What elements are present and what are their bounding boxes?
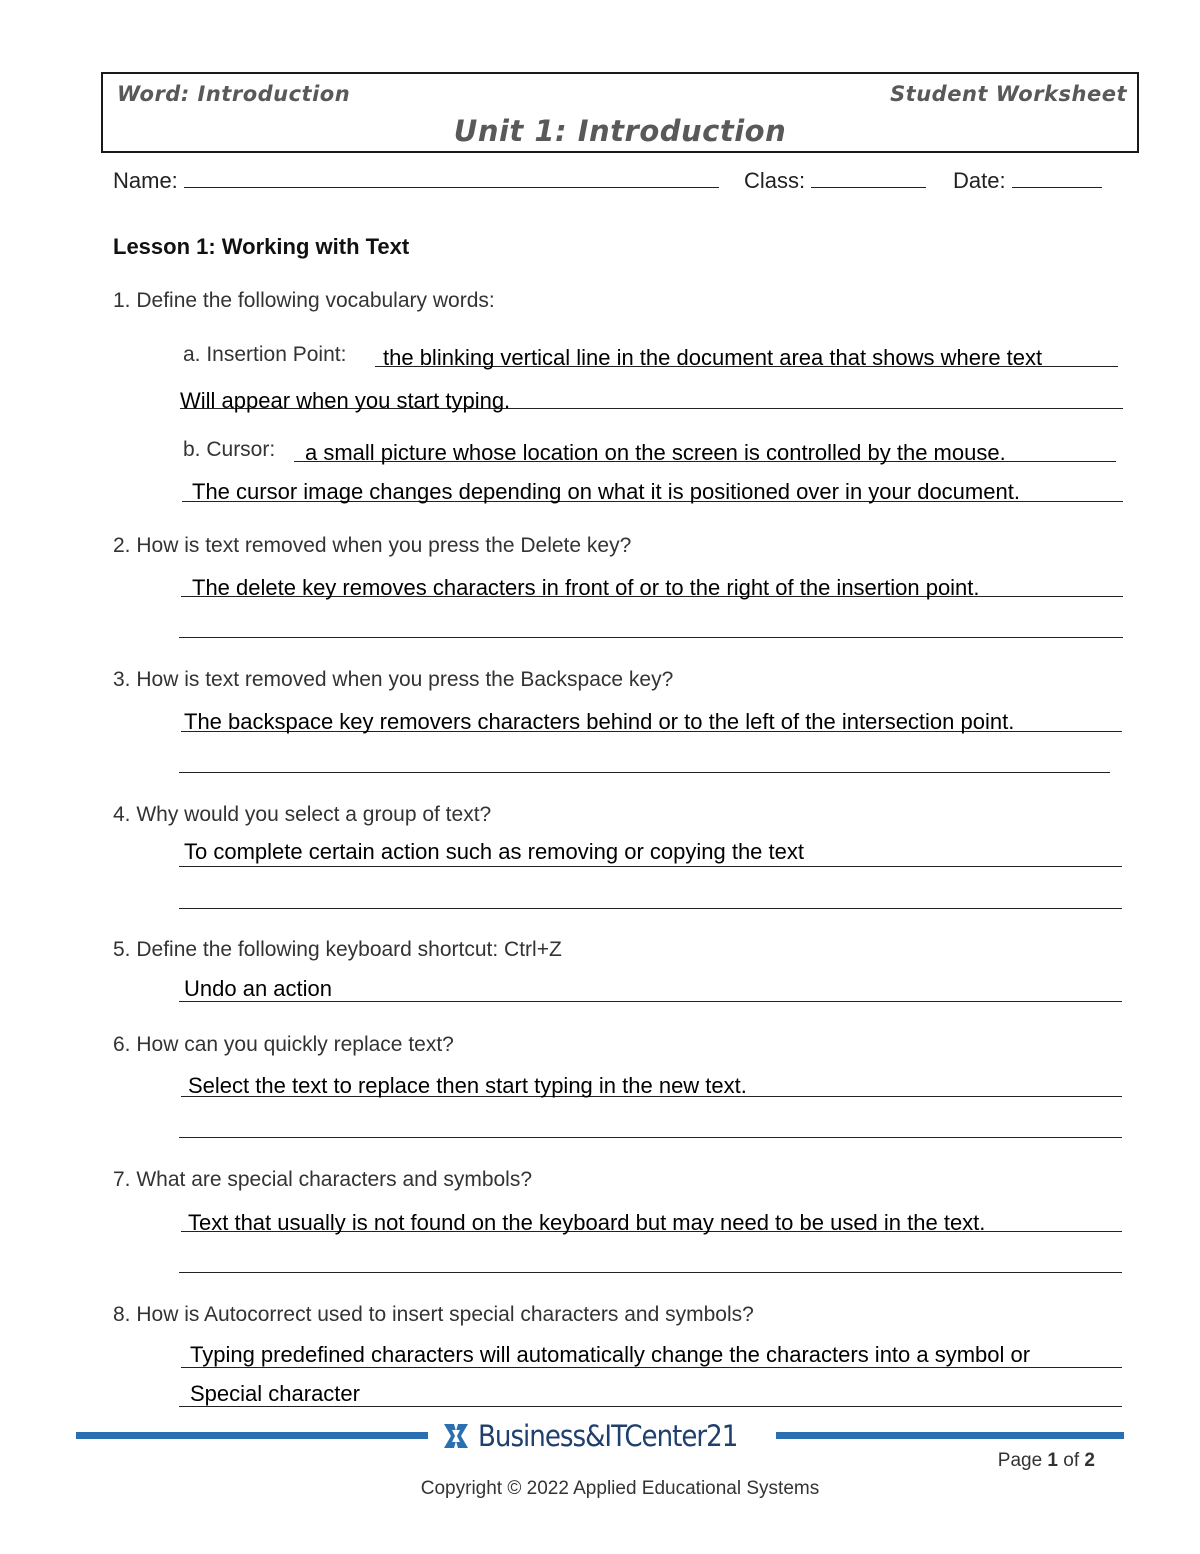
page-total: 2 [1084,1450,1095,1471]
question-4: 4. Why would you select a group of text? [113,803,492,826]
q1b-answer-1: a small picture whose location on the screen is controlled by the mouse. [305,440,1006,465]
footer-bar-left [76,1432,428,1439]
q6-answer: Select the text to replace then start typing in the new text. [188,1073,747,1098]
page-number [998,1450,1095,1472]
date-blank[interactable] [1012,169,1102,188]
worksheet-header [101,72,1139,153]
class-field[interactable] [744,168,926,194]
class-blank[interactable] [811,169,926,188]
q7-answer-line-2 [179,1272,1122,1273]
q6-answer-line-2 [179,1137,1122,1138]
q1a-label: a. Insertion Point: [183,343,347,366]
worksheet-type-label: Student Worksheet [890,82,1127,106]
question-5: 5. Define the following keyboard shortcut: Ctrl+Z [113,938,562,961]
q3-answer-line-2 [179,772,1110,773]
page-current: 1 [1047,1450,1058,1471]
q2-answer-line-2 [179,637,1123,638]
brand-logo [442,1418,737,1454]
brand-logo-text: Business&ITCenter21 [478,1419,738,1453]
q8-answer-2: Special character [190,1381,360,1406]
lesson-title: Lesson 1: Working with Text [113,234,410,259]
question-2: 2. How is text removed when you press the Delete key? [113,534,632,557]
name-blank[interactable] [184,169,719,188]
course-label: Word: Introduction [117,82,351,106]
question-7: 7. What are special characters and symbols? [113,1168,533,1191]
name-label: Name: [113,168,178,193]
brand-logo-icon [442,1422,470,1450]
footer-bar-right [776,1432,1124,1439]
page-of: of [1063,1450,1080,1471]
q2-answer: The delete key removes characters in front of or to the right of the insertion point. [192,575,980,600]
q1a-answer-2: Will appear when you start typing. [180,388,511,413]
date-label: Date: [953,168,1006,193]
unit-title: Unit 1: Introduction [453,114,787,148]
q4-answer-line-1 [179,866,1122,867]
class-label: Class: [744,168,806,193]
question-1: 1. Define the following vocabulary words: [113,289,495,312]
q1a-answer-1: the blinking vertical line in the document area that shows where text [383,345,1043,370]
question-3: 3. How is text removed when you press the Backspace key? [113,668,674,691]
date-field[interactable] [953,168,1102,194]
q4-answer-line-2 [179,908,1122,909]
q7-answer: Text that usually is not found on the keyboard but may need to be used in the text. [188,1210,986,1235]
q8-answer-1: Typing predefined characters will automatically change the characters into a symbol or [190,1342,1031,1367]
q5-answer: Undo an action [184,976,332,1001]
q1b-label: b. Cursor: [183,438,276,461]
q3-answer: The backspace key removers characters behind or to the left of the intersection point. [184,709,1015,734]
question-8: 8. How is Autocorrect used to insert special characters and symbols? [113,1303,754,1326]
q1b-answer-2: The cursor image changes depending on what it is positioned over in your document. [192,479,1020,504]
q4-answer: To complete certain action such as removing or copying the text [184,839,804,864]
page-prefix: Page [997,1450,1043,1471]
name-field[interactable] [113,168,719,194]
question-6: 6. How can you quickly replace text? [113,1033,454,1056]
copyright-notice: Copyright © 2022 Applied Educational Systems [420,1478,820,1499]
